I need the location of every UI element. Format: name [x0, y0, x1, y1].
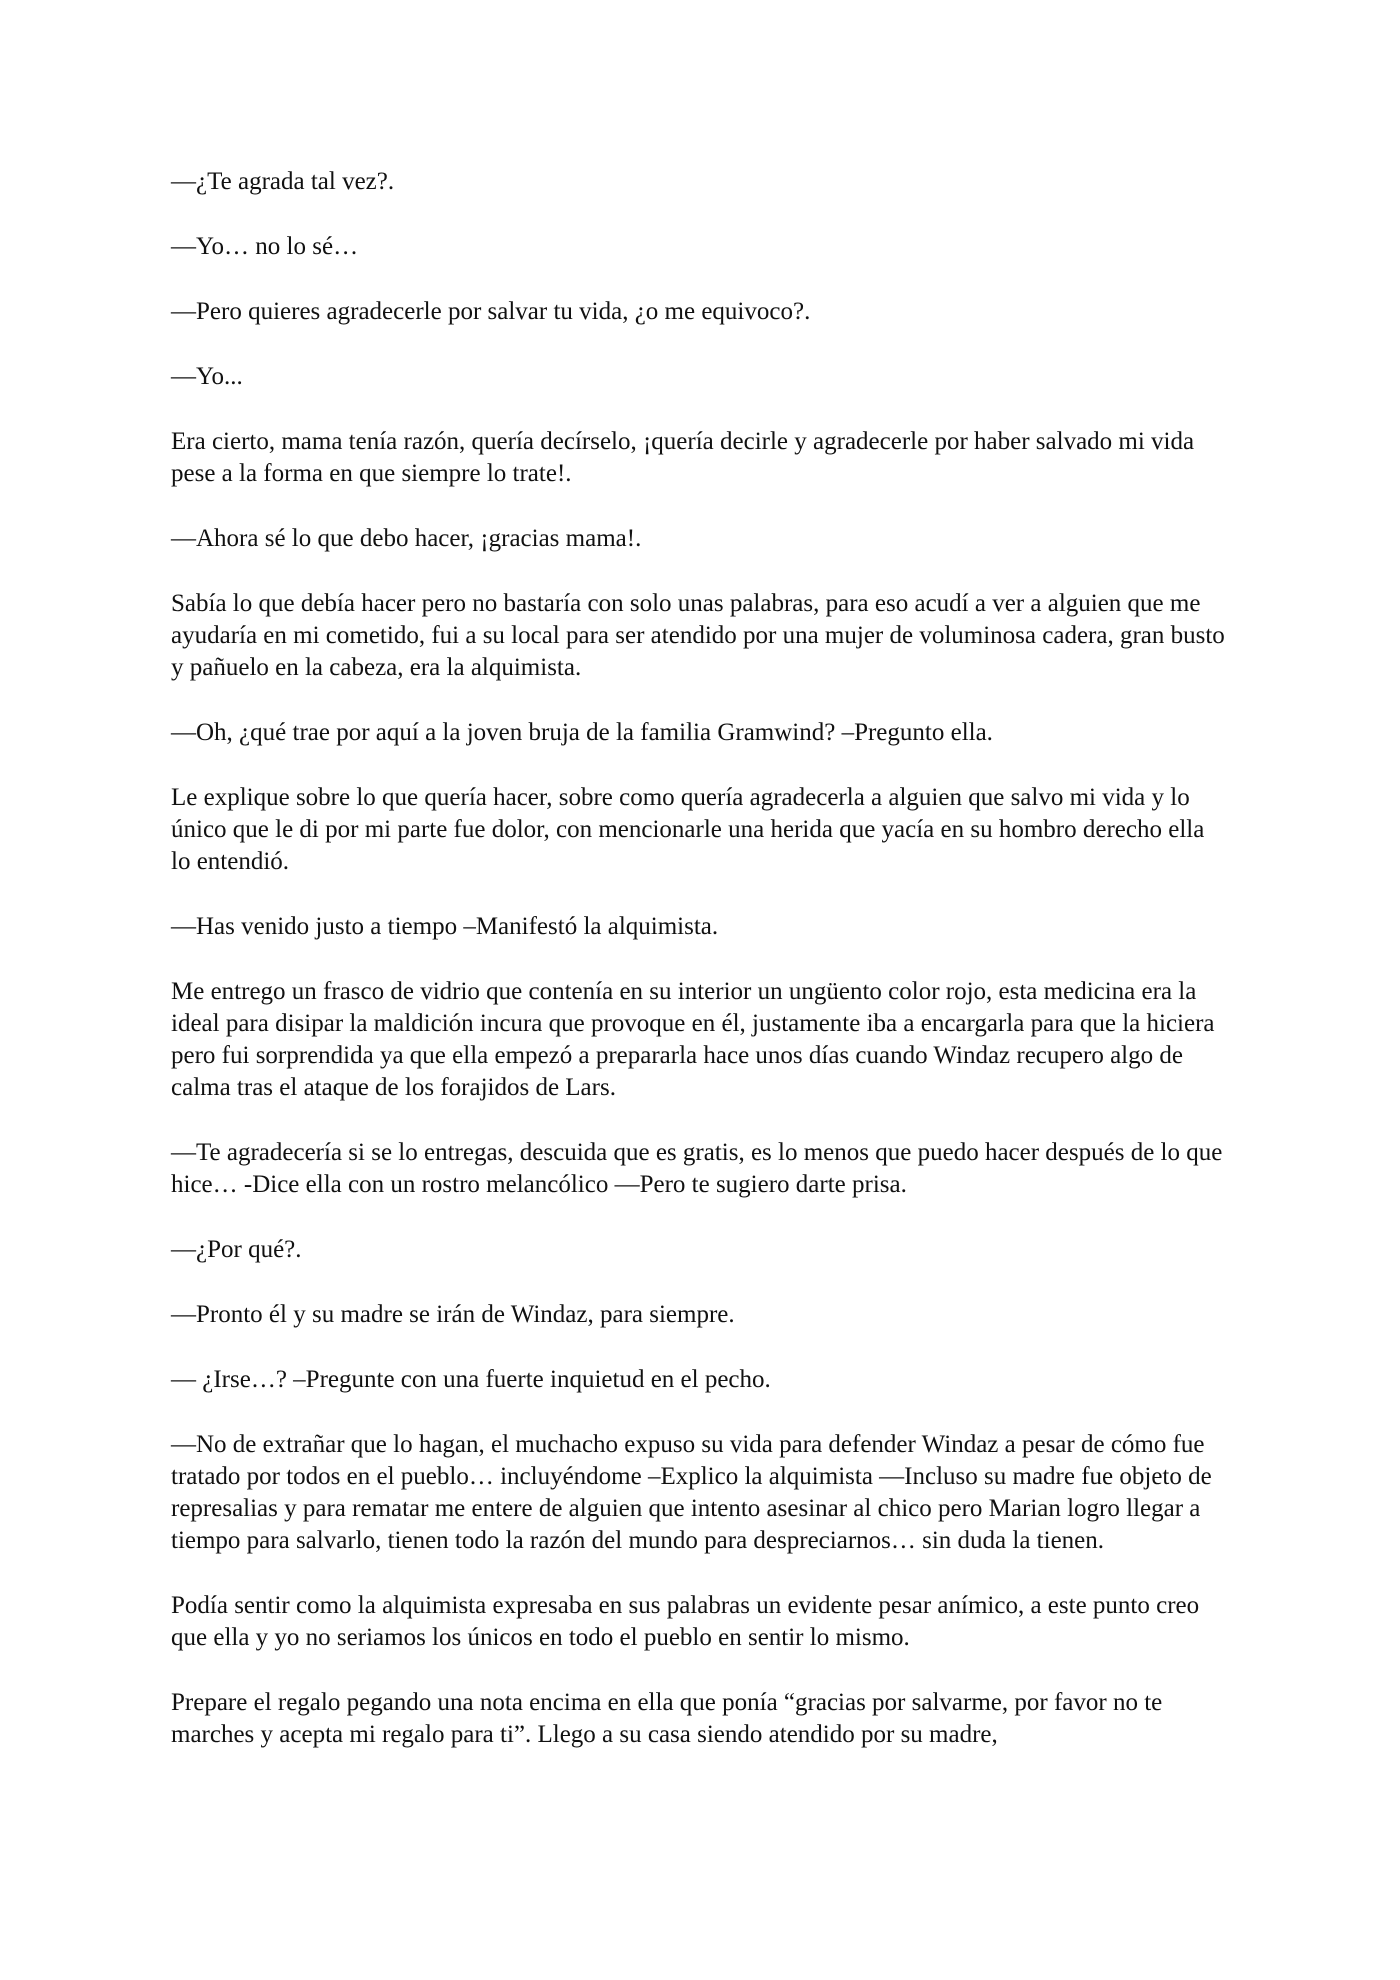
paragraph-14: —Pronto él y su madre se irán de Windaz, para siempre.	[171, 1301, 735, 1328]
paragraph-17: Podía sentir como la alquimista expresaba en sus palabras un evidente pesar anímico, a este punto creo que ella y yo no seriamos los únicos en todo el pueblo en sentir lo mismo.	[171, 1592, 1200, 1651]
paragraph-9: Le explique sobre lo que quería hacer, sobre como quería agradecerla a alguien que salvo mi vida y lo único que le di por mi parte fue dolor, con mencionarle una herida que yacía en su hombro derecho ella lo entendió.	[171, 784, 1205, 875]
paragraph-8: —Oh, ¿qué trae por aquí a la joven bruja de la familia Gramwind? –Pregunto ella.	[171, 719, 993, 746]
paragraph-16: —No de extrañar que lo hagan, el muchacho expuso su vida para defender Windaz a pesar de cómo fue tratado por todos en el pueblo… incluyéndome –Explico la alquimista —Incluso su madre fue objeto de represalias y para rematar me entere de alguien que intento asesinar al chico pero Marian logro llegar a tiempo para salvarlo, tienen todo la razón del mundo para despreciarnos… sin duda la tienen.	[171, 1431, 1212, 1554]
paragraph-5: Era cierto, mama tenía razón, quería decírselo, ¡quería decirle y agradecerle por haber salvado mi vida pese a la forma en que siempre lo trate!.	[171, 428, 1195, 487]
paragraph-1: —¿Te agrada tal vez?.	[171, 168, 395, 195]
paragraph-13: —¿Por qué?.	[171, 1236, 302, 1263]
paragraph-7: Sabía lo que debía hacer pero no bastaría con solo unas palabras, para eso acudí a ver a alguien que me ayudaría en mi cometido, fui a su local para ser atendido por una mujer de voluminosa cadera, gran busto y pañuelo en la cabeza, era la alquimista.	[171, 590, 1225, 681]
paragraph-2: —Yo… no lo sé…	[171, 233, 359, 260]
paragraph-12: —Te agradecería si se lo entregas, descuida que es gratis, es lo menos que puedo hacer después de lo que hice… -Dice ella con un rostro melancólico —Pero te sugiero darte prisa.	[171, 1139, 1223, 1198]
paragraph-15: — ¿Irse…? –Pregunte con una fuerte inquietud en el pecho.	[171, 1366, 771, 1393]
paragraph-4: —Yo...	[171, 363, 243, 390]
paragraph-11: Me entrego un frasco de vidrio que contenía en su interior un ungüento color rojo, esta medicina era la ideal para disipar la maldición incura que provoque en él, justamente iba a encargarla para que la hiciera pero fui sorprendida ya que ella empezó a prepararla hace unos días cuando Windaz recupero algo de calma tras el ataque de los forajidos de Lars.	[171, 978, 1215, 1101]
paragraph-3: —Pero quieres agradecerle por salvar tu vida, ¿o me equivoco?.	[171, 298, 811, 325]
paragraph-6: —Ahora sé lo que debo hacer, ¡gracias mama!.	[171, 525, 642, 552]
paragraph-18: Prepare el regalo pegando una nota encima en ella que ponía “gracias por salvarme, por favor no te marches y acepta mi regalo para ti”. Llego a su casa siendo atendido por su madre,	[171, 1689, 1163, 1748]
paragraph-10: —Has venido justo a tiempo –Manifestó la alquimista.	[171, 913, 719, 940]
